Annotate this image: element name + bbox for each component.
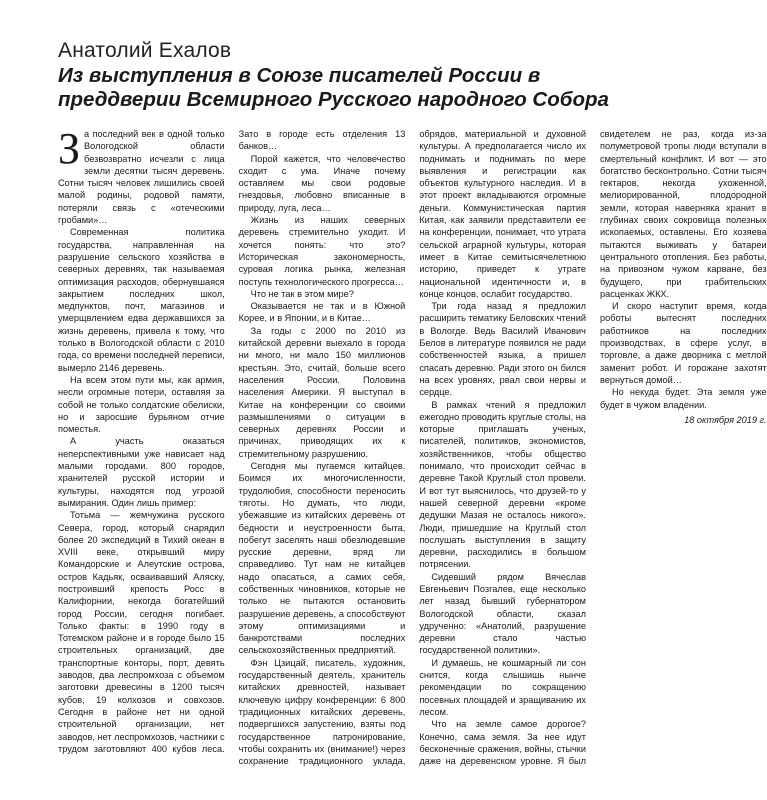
first-paragraph-text: а последний век в одной только Вологодской области безвозвратно исчезли с лица земли десятки тысяч деревень. Сотни тысяч человек лишились своей малой родины, родовой памяти, потеряли связь с «отеческими гробами»… <box>58 129 225 226</box>
paragraph: Но некуда будет. Эта земля уже будет в чужом владении. <box>599 387 767 410</box>
drop-cap: З <box>58 124 81 173</box>
paragraph: Что не так в этом мире? <box>250 288 354 299</box>
article-body <box>58 124 767 768</box>
paragraph: На всем этом пути мы, как армия, несли огромные потери, оставляя за собой не только солдатские обелиски, но и заросшие бурьяном отчие поместья. <box>58 374 225 435</box>
paragraph: Сидевший рядом Вячеслав Евгеньевич Позгалев, еще несколько лет назад бывший губернатором Вологодской области, сказал удрученно: «Анатолий, разрушение деревни стало частью государственной политики». <box>419 571 586 656</box>
paragraph: Жизнь из наших северных деревень стремительно уходит. И хочется понять: что это? Историческая закономерность, суровая логика рынка, железная поступь технологического прогресса… <box>238 215 406 287</box>
paragraph-1 <box>58 124 225 226</box>
paragraph: Современная политика государства, направленная на разрушение сельского хозяйства в северных деревнях, так называемая оптимизация расходов, обернувшаяся закрытием последних школ, медпунктов, почт, магазинов и умерщвлением едва державшихся за жизнь деревень, привела к тому, что только в Вологодской области с 2010 года, со времени последней переписи, вымерло 2146 деревень. <box>58 227 225 373</box>
paragraph: За годы с 2000 по 2010 из китайской деревни выехало в города ни много, ни мало 150 миллионов крестьян. Это, считай, больше всего населения России. Половина населения Америки. Я выступал в Китае на конференции со своими размышлениями о ситуации в северных деревнях России и причинах, приводящих их к стремительному разрушению. <box>238 325 406 459</box>
paragraph: И скоро наступит время, когда роботы вытеснят последних работников на последних производствах, в сфере услуг, в торговле, а даже дворника с метлой заменит робот. И горожане захотят вернуться домой… <box>599 301 767 385</box>
paragraph: Сегодня мы пугаемся китайцев. Боимся их многочисленности, трудолюбия, способности переносить тяготы. Но думать, что люди, убежавшие из китайских деревень от бедности и неустроенности быта, побегут заселять нашi обезлюдевшие русские деревни, вряд ли справедливо. Тут нам не китайцев надо опасаться, а самих себя, собственных чиновников, которые не только не пытаются остановить разрушение деревень, а способствуют этому оптимизациями и банкротствами последних сельскохозяйственных предприятий. <box>238 461 406 656</box>
paragraph: Фэн Цзицай, писатель, художник, государственный деятель, хранитель китайских древностей, называет ключевую цифру конференции: 6 800 традиционных китайских деревень, подвергшихся запустению, взяты под государственное патронирование, чтобы сохранить их (внимание!) через сохранение традиционного уклада, обрядов, материальной и духовной культуры. А предполагается число их поднимать и поднимать по мере выявления и регистрации как объектов культурного наследия. И в этот проект вкладываются огромные деньги. Коммунистическая партия Китая, как заявили представители ее на конференции, понимает, что утрата сельской аграрной культуры, которая имеет в Китае семитысячелетнюю историю, приведет к утрате национальной идентичности и, в конце концов, ослабит государство. <box>238 129 586 767</box>
paragraph: Три года назад я предложил расширить тематику Беловских чтений в Вологде. Ведь Василий Иванович Белов в литературе появился не ради собственностей языка, а пришел спасать деревню. Ради этого он бился на всех уровнях, рвал свои нервы и сердце. <box>419 301 586 398</box>
paragraph: Тотьма — жемчужина русского Севера, город, который снарядил более 20 экспедиций в Тихий океан в XVIII веке, открывший миру Командорские и Алеутские острова, остров Кадьяк, осваивавший Аляску, построивший крепость Росс в Калифорнии, некогда богатейший город России, сегодня погибает. Только факты: в 1990 году в Тотемском районе и в городе было 15 строительных организаций, две транспортные конторы, порт, девять заводов, два леспромхоза с объемом заготовки древесины в 1200 тысяч кубов, 19 колхозов и совхозов. Сегодня в районе нет ни одной строительной организации, нет заводов, нет леспромхозов, частники с трудом заготовляют 400 кубов леса. Зато в городе есть отделения 13 банков… <box>58 129 406 754</box>
author-name: Анатолий Ехалов <box>58 39 232 62</box>
article-title: Из выступления в Союзе писателей России в преддверии Всемирного Русского народного Собора <box>58 64 609 111</box>
article-date: 18 октября 2019 г. <box>684 414 767 425</box>
paragraph: Оказывается не так и в Южной Корее, и в Японии, и в Китае… <box>238 301 406 324</box>
paragraph: В рамках чтений я предложил ежегодно проводить круглые столы, на которые приглашать ученых, писателей, политиков, экономистов, хозяйственников, чтобы общество понимало, что происходит сейчас в деревне Такой Круглый стол провели. И вот тут выяснилось, что друзей-то у нашей северной деревни «кроме дедушки Мазая не осталось никого». Люди, пришедшие на Круглый стол послушать выступления в защиту деревни, расходились в большом потрясении. <box>419 399 586 570</box>
paragraph: А участь оказаться неперспективными уже нависает над малыми городами. 800 городов, хранителей русской истории и культуры, находятся под угрозой вымирания. Один лишь пример: <box>58 436 225 508</box>
article-header <box>58 40 618 112</box>
paragraph: Порой кажется, что человечество сходит с ума. Иначе почему оставляем мы свои родовые гнездовья, любовно вписанные в природу, луга, леса… <box>238 153 406 213</box>
paragraph: И думаешь, не кошмарный ли сон снится, когда слышишь нынче рекомендации по сокращению посевных площадей и зращиванию их лесом. <box>419 657 586 717</box>
paragraph: Что на земле самое дорогое? Конечно, сама земля. За нее идут бесконечные сражения, войны, стычки даже на деревенском уровне. Я был свидетелем не раз, когда из-за полуметровой тропы люди вступали в смертельный конфликт. И вот — это богатство бесконтрольно. Сотни тысяч гектаров, некогда ухоженной, мелиорированной, плодородной земли, которая наверняка хранит в глубинах своих сокровища полезных ископаемых, оставлены. Его хозяева пытаются выживать у батареи центрального отопления. Без работы, на привозном чужом карване, без будущего, при грабительских расценках ЖКХ. <box>419 129 767 767</box>
